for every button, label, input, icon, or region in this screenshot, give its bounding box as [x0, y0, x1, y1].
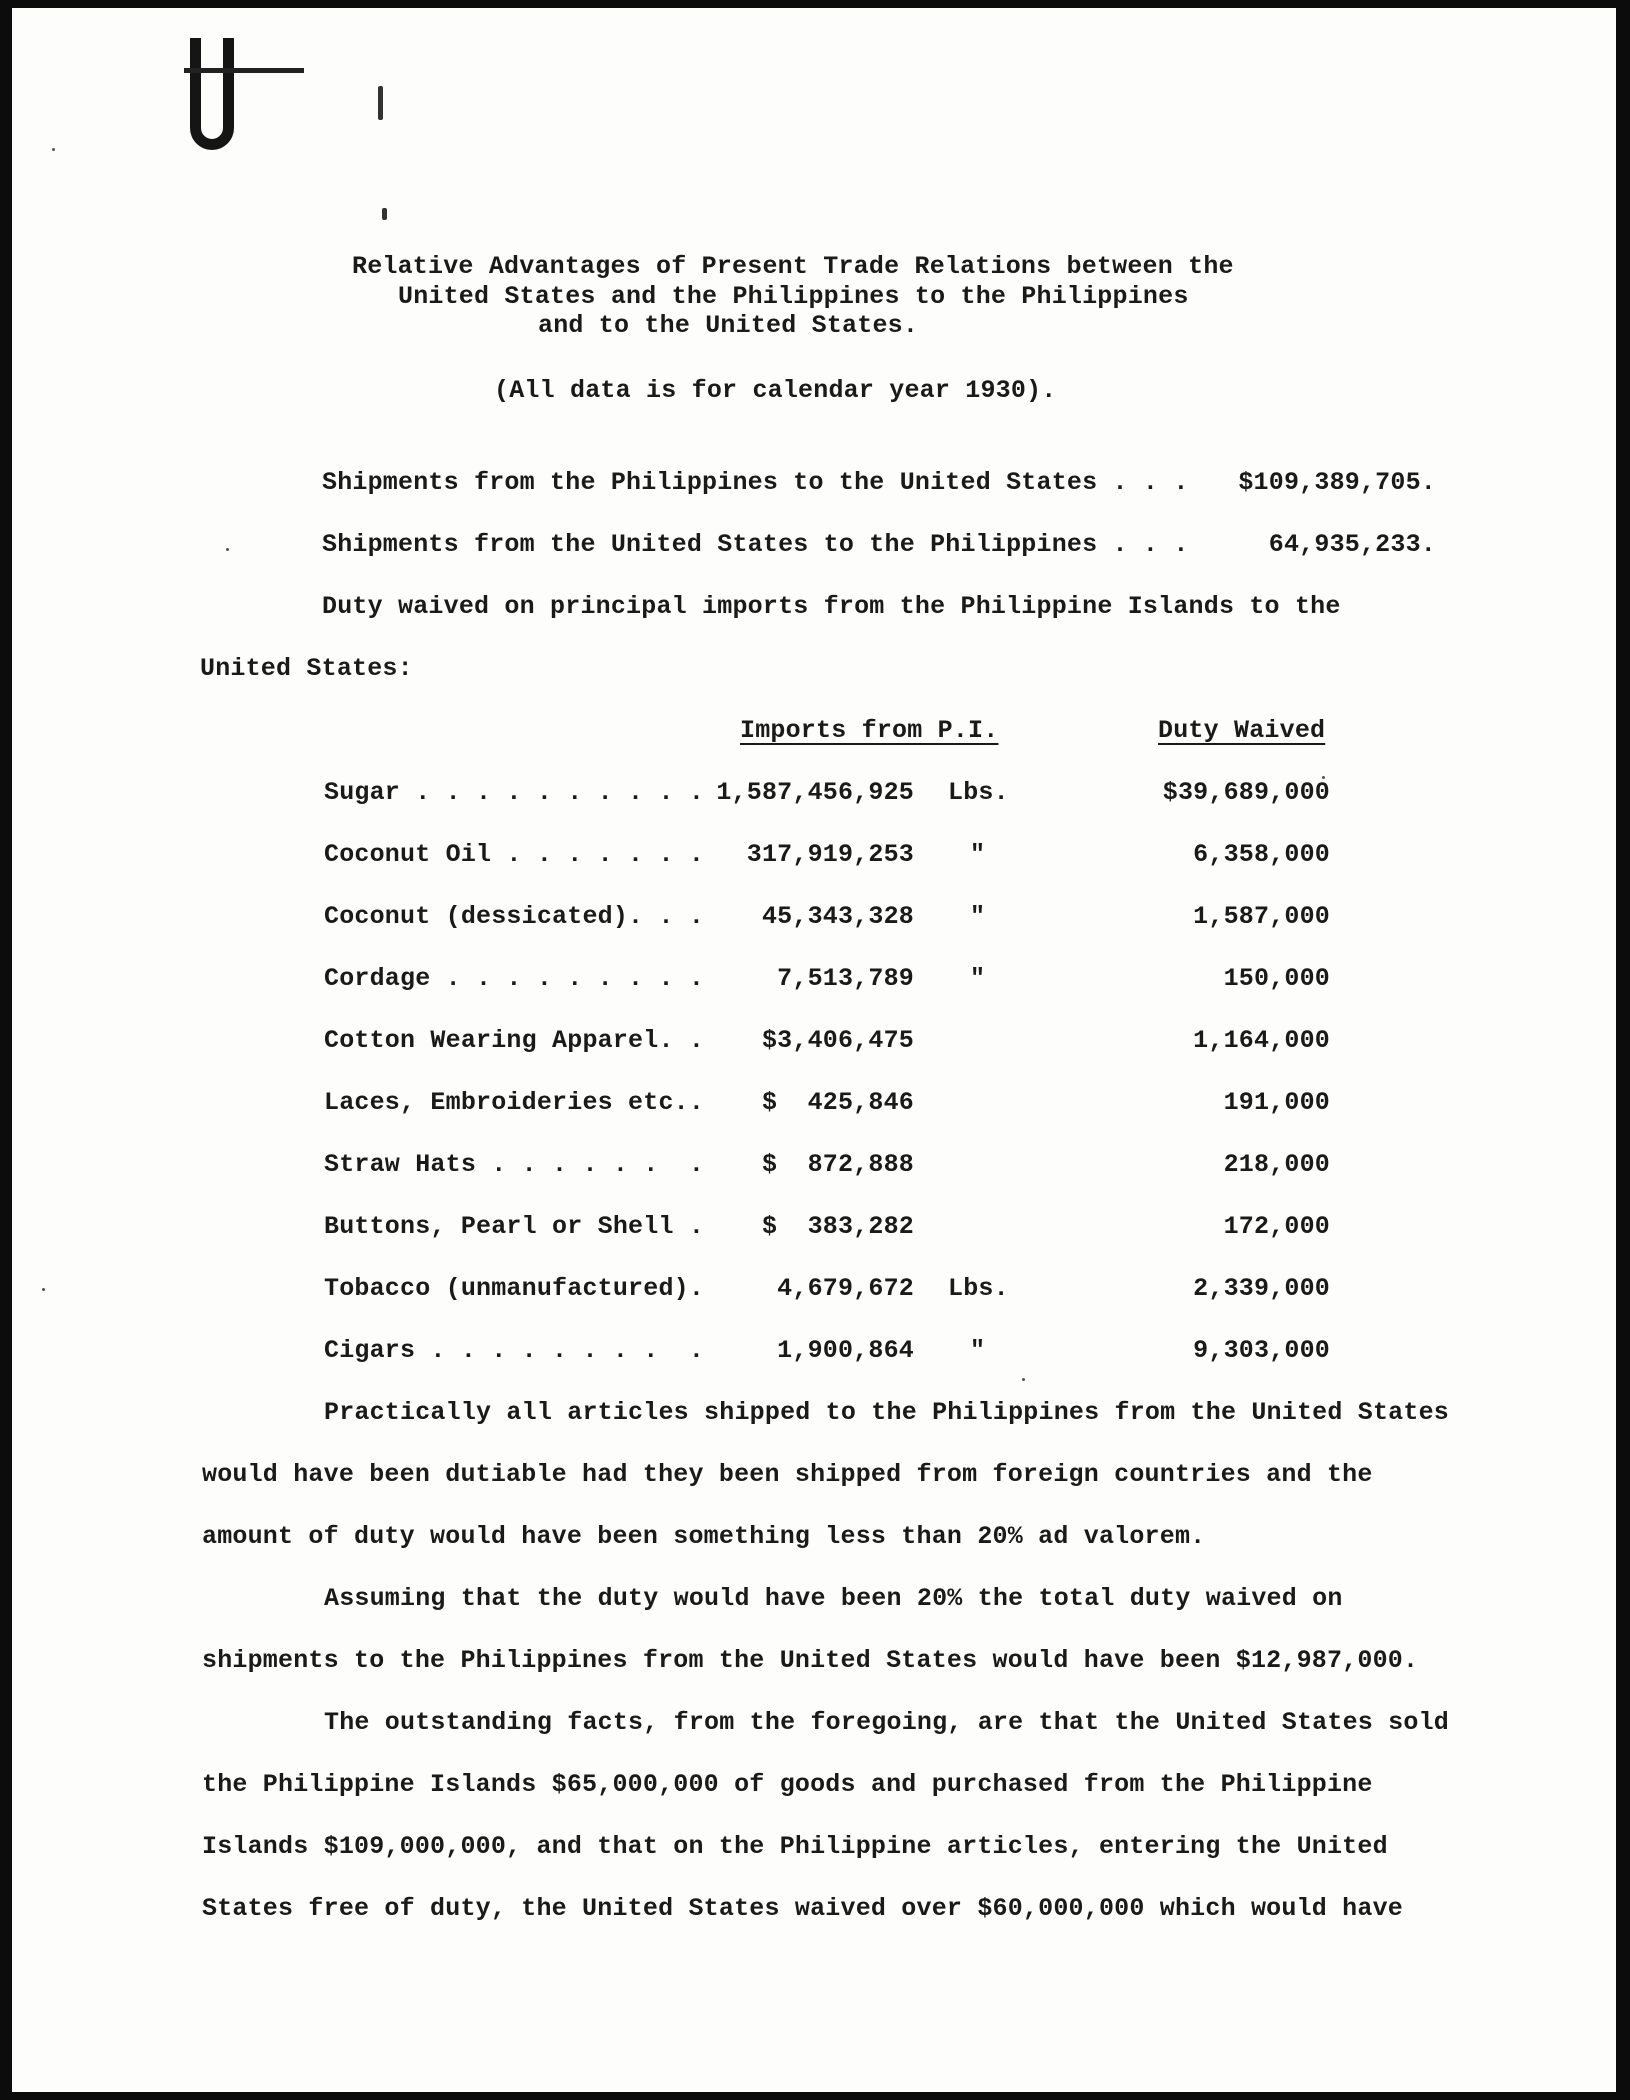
paragraph-2-line-1: Assuming that the duty would have been 20% the total duty waived on — [324, 1584, 1343, 1613]
row-unit: " — [970, 902, 986, 931]
paper-speck — [226, 548, 229, 551]
title-line-2: United States and the Philippines to the Philippines — [398, 282, 1189, 311]
paragraph-3-line-3: Islands $109,000,000, and that on the Philippine articles, entering the United — [202, 1832, 1388, 1861]
row-unit: " — [970, 964, 986, 993]
paragraph-1-line-2: would have been dutiable had they been shipped from foreign countries and the — [202, 1460, 1373, 1489]
row-duty: 191,000 — [1223, 1088, 1330, 1117]
row-item: Straw Hats . . . . . . . — [324, 1150, 705, 1179]
row-item: Sugar . . . . . . . . . . — [324, 778, 705, 807]
row-imports: 7,513,789 — [777, 964, 914, 993]
row-duty: 150,000 — [1223, 964, 1330, 993]
subtitle: (All data is for calendar year 1930). — [494, 376, 1057, 405]
row-duty: 9,303,000 — [1193, 1336, 1330, 1365]
duty-intro-line-1: Duty waived on principal imports from the Philippine Islands to the — [322, 592, 1341, 621]
row-unit: Lbs. — [948, 778, 1009, 807]
row-duty: 2,339,000 — [1193, 1274, 1330, 1303]
row-item: Cigars . . . . . . . . . — [324, 1336, 705, 1365]
paragraph-2-line-2: shipments to the Philippines from the United States would have been $12,987,000. — [202, 1646, 1419, 1675]
ink-dash-mark — [378, 86, 383, 120]
row-imports: $ 872,888 — [761, 1150, 914, 1179]
row-item: Coconut (dessicated). . . — [324, 902, 705, 931]
shipments-value-2: 64,935,233. — [1268, 530, 1436, 559]
row-item: Buttons, Pearl or Shell . — [324, 1212, 705, 1241]
row-item: Cordage . . . . . . . . . — [324, 964, 705, 993]
row-imports: $ 383,282 — [761, 1212, 914, 1241]
row-imports: 45,343,328 — [761, 902, 914, 931]
paragraph-3-line-2: the Philippine Islands $65,000,000 of goods and purchased from the Philippine — [202, 1770, 1373, 1799]
ink-blot-mark — [190, 38, 234, 150]
row-imports: 4,679,672 — [777, 1274, 914, 1303]
row-duty: 1,164,000 — [1193, 1026, 1330, 1055]
paragraph-3-line-4: States free of duty, the United States waived over $60,000,000 which would have — [202, 1894, 1403, 1923]
shipments-label-1: Shipments from the Philippines to the United States . . . — [322, 468, 1189, 497]
row-duty: 1,587,000 — [1193, 902, 1330, 931]
row-imports: 1,587,456,925 — [716, 778, 914, 807]
paper-speck — [1022, 1378, 1025, 1381]
row-item: Tobacco (unmanufactured). — [324, 1274, 705, 1303]
row-item: Cotton Wearing Apparel. . — [324, 1026, 705, 1055]
duty-header: Duty Waived — [1158, 716, 1326, 745]
row-duty: $39,689,000 — [1162, 778, 1330, 807]
title-line-1: Relative Advantages of Present Trade Relations between the — [352, 252, 1234, 281]
row-unit: " — [970, 840, 986, 869]
shipments-value-1: $109,389,705. — [1238, 468, 1436, 497]
paper-speck — [52, 148, 55, 151]
row-duty: 6,358,000 — [1193, 840, 1330, 869]
row-imports: 317,919,253 — [746, 840, 914, 869]
paragraph-3-line-1: The outstanding facts, from the foregoing, are that the United States sold — [324, 1708, 1449, 1737]
paper-speck — [42, 1288, 45, 1291]
duty-intro-line-2: United States: — [200, 654, 413, 683]
document-page — [12, 8, 1616, 2092]
row-item: Laces, Embroideries etc.. — [324, 1088, 705, 1117]
title-line-3: and to the United States. — [538, 311, 919, 340]
row-duty: 218,000 — [1223, 1150, 1330, 1179]
row-item: Coconut Oil . . . . . . . — [324, 840, 705, 869]
paragraph-1-line-1: Practically all articles shipped to the Philippines from the United States — [324, 1398, 1449, 1427]
row-imports: $3,406,475 — [761, 1026, 914, 1055]
ink-bar-mark — [184, 68, 304, 73]
row-unit: " — [970, 1336, 986, 1365]
imports-header: Imports from P.I. — [740, 716, 999, 745]
paragraph-1-line-3: amount of duty would have been something less than 20% ad valorem. — [202, 1522, 1206, 1551]
row-imports: 1,900,864 — [777, 1336, 914, 1365]
ink-dash-mark — [382, 208, 387, 220]
row-imports: $ 425,846 — [761, 1088, 914, 1117]
row-unit: Lbs. — [948, 1274, 1009, 1303]
row-duty: 172,000 — [1223, 1212, 1330, 1241]
shipments-label-2: Shipments from the United States to the Philippines . . . — [322, 530, 1189, 559]
